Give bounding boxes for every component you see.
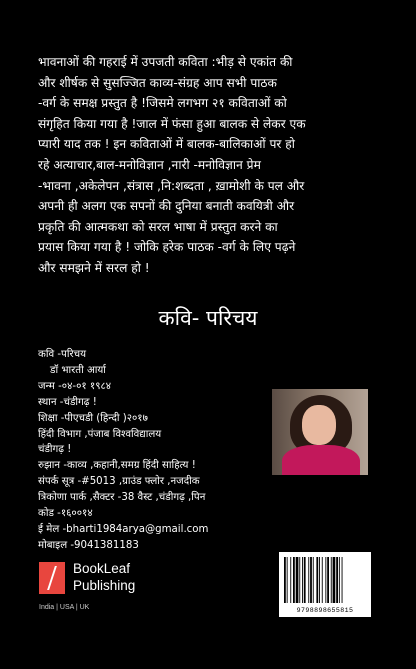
blurb-line: -भावना ,अकेलेपन ,संत्रास ,नि:शब्दता , ख़ामोशी के पल और bbox=[38, 178, 305, 193]
publisher-name: Publishing bbox=[73, 578, 136, 593]
blurb-line: और शीर्षक से सुसज्जित काव्य-संग्रह आप सभी पाठक bbox=[38, 75, 277, 90]
isbn-barcode bbox=[279, 552, 371, 617]
publisher-mark-icon bbox=[39, 562, 65, 594]
section-title: कवि- परिचय bbox=[158, 306, 258, 330]
bio-address-line: कोड -१६००१४ bbox=[38, 508, 93, 520]
bio-city: चंडीगढ़ ! bbox=[38, 444, 72, 456]
bio-birth: जन्म -०४-०१ १९८४ bbox=[38, 380, 112, 392]
blurb-line: अपनी ही अलग एक सपनों की दुनिया बनाती कवयित्री और bbox=[38, 199, 295, 214]
blurb-line: भावनाओं की गहराई में उपजती कविता :भीड़ से एकांत की bbox=[38, 55, 293, 69]
bio-department: हिंदी विभाग ,पंजाब विश्वविद्यालय bbox=[38, 428, 162, 440]
author-bio bbox=[38, 347, 278, 554]
blurb-line: -वर्ग के समक्ष प्रस्तुत है !जिसमे लगभग २१ कविताओं को bbox=[38, 96, 287, 111]
bio-address-line: संपर्क सूत्र -#5013 ,ग्राउंड फ्लोर ,नजदीक bbox=[38, 476, 200, 488]
blurb-line: प्रकृति की आत्मकथा को सरल भाषा में प्रस्तुत करने का bbox=[38, 219, 278, 234]
isbn-number: 9798898655815 bbox=[296, 607, 354, 614]
barcode-bars-icon bbox=[284, 557, 366, 603]
bio-education: शिक्षा -पीएचडी (हिन्दी )२०१७ bbox=[38, 412, 148, 424]
blurb-line: रहे अत्याचार,बाल-मनोविज्ञान ,नारी -मनोविज्ञान प्रेम bbox=[38, 157, 261, 172]
bio-place: स्थान -चंडीगढ़ ! bbox=[38, 396, 97, 408]
bio-address-line: त्रिकोणा पार्क ,सैक्टर -38 वैस्ट ,चंडीगढ़ ,पिन bbox=[38, 492, 206, 504]
publisher-tagline: India | USA | UK bbox=[39, 604, 90, 611]
bio-interest: रुझान -काव्य ,कहानी,समग्र हिंदी साहित्य ! bbox=[38, 460, 196, 472]
back-cover-blurb bbox=[38, 52, 383, 279]
bio-mobile: मोबाइल -9041381183 bbox=[38, 539, 139, 551]
author-name: डॉ भारती आर्या bbox=[50, 364, 106, 376]
publisher-name: BookLeaf bbox=[73, 561, 131, 576]
blurb-line: और समझने में सरल हो ! bbox=[38, 260, 150, 275]
blurb-line: प्यारी याद तक ! इन कविताओं में बालक-बालिकाओं पर हो bbox=[38, 137, 295, 152]
author-photo bbox=[272, 389, 368, 475]
blurb-line: प्रयास किया गया है ! जोकि हरेक पाठक -वर्ग के लिए पढ़ने bbox=[38, 240, 296, 255]
blurb-line: संगृहित किया गया है !जाल में फंसा हुआ बालक से लेकर एक bbox=[38, 116, 306, 131]
bio-email: ई मेल -bharti1984arya@gmail.com bbox=[38, 523, 209, 535]
publisher-logo bbox=[39, 554, 159, 614]
bio-heading: कवि -परिचय bbox=[38, 349, 87, 360]
